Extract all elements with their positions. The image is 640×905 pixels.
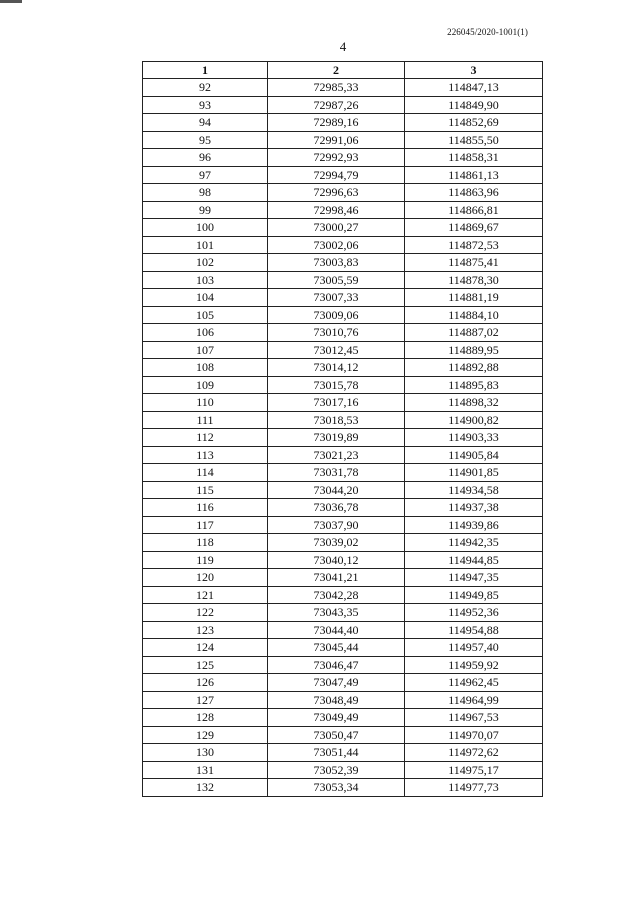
table-row: [143, 219, 543, 237]
table-row: [143, 604, 543, 622]
point-number-cell: 113: [143, 446, 268, 464]
x-coordinate-cell: 73012,45: [268, 341, 405, 359]
x-coordinate-cell: 73052,39: [268, 761, 405, 779]
table-row: [143, 306, 543, 324]
y-coordinate-cell: 114884,10: [405, 306, 543, 324]
point-number-cell: 101: [143, 236, 268, 254]
y-coordinate-cell: 114900,82: [405, 411, 543, 429]
table-row: [143, 586, 543, 604]
table-row: [143, 149, 543, 167]
x-coordinate-cell: 73041,21: [268, 569, 405, 587]
table-row: [143, 394, 543, 412]
table-row: [143, 551, 543, 569]
y-coordinate-cell: 114866,81: [405, 201, 543, 219]
y-coordinate-cell: 114939,86: [405, 516, 543, 534]
x-coordinate-cell: 73031,78: [268, 464, 405, 482]
x-coordinate-cell: 73018,53: [268, 411, 405, 429]
point-number-cell: 93: [143, 96, 268, 114]
x-coordinate-cell: 73005,59: [268, 271, 405, 289]
point-number-cell: 128: [143, 709, 268, 727]
y-coordinate-cell: 114934,58: [405, 481, 543, 499]
point-number-cell: 114: [143, 464, 268, 482]
x-coordinate-cell: 73036,78: [268, 499, 405, 517]
point-number-cell: 132: [143, 779, 268, 797]
table-row: [143, 569, 543, 587]
x-coordinate-cell: 73000,27: [268, 219, 405, 237]
x-coordinate-cell: 73014,12: [268, 359, 405, 377]
y-coordinate-cell: 114944,85: [405, 551, 543, 569]
point-number-cell: 94: [143, 114, 268, 132]
x-coordinate-cell: 72994,79: [268, 166, 405, 184]
point-number-cell: 125: [143, 656, 268, 674]
y-coordinate-cell: 114977,73: [405, 779, 543, 797]
table-row: [143, 184, 543, 202]
x-coordinate-cell: 73044,20: [268, 481, 405, 499]
table-row: [143, 96, 543, 114]
y-coordinate-cell: 114905,84: [405, 446, 543, 464]
table-header-row: [143, 62, 543, 79]
y-coordinate-cell: 114957,40: [405, 639, 543, 657]
x-coordinate-cell: 72998,46: [268, 201, 405, 219]
point-number-cell: 108: [143, 359, 268, 377]
point-number-cell: 92: [143, 79, 268, 97]
x-coordinate-cell: 73015,78: [268, 376, 405, 394]
y-coordinate-cell: 114937,38: [405, 499, 543, 517]
table-body: [143, 79, 543, 797]
table-row: [143, 726, 543, 744]
table-row: [143, 254, 543, 272]
y-coordinate-cell: 114901,85: [405, 464, 543, 482]
x-coordinate-cell: 72996,63: [268, 184, 405, 202]
table-row: [143, 691, 543, 709]
y-coordinate-cell: 114847,13: [405, 79, 543, 97]
point-number-cell: 106: [143, 324, 268, 342]
y-coordinate-cell: 114949,85: [405, 586, 543, 604]
point-number-cell: 120: [143, 569, 268, 587]
x-coordinate-cell: 73050,47: [268, 726, 405, 744]
x-coordinate-cell: 73043,35: [268, 604, 405, 622]
table-row: [143, 656, 543, 674]
y-coordinate-cell: 114863,96: [405, 184, 543, 202]
table-row: [143, 114, 543, 132]
x-coordinate-cell: 73047,49: [268, 674, 405, 692]
y-coordinate-cell: 114952,36: [405, 604, 543, 622]
y-coordinate-cell: 114861,13: [405, 166, 543, 184]
table-row: [143, 376, 543, 394]
x-coordinate-cell: 73048,49: [268, 691, 405, 709]
table-row: [143, 236, 543, 254]
point-number-cell: 129: [143, 726, 268, 744]
y-coordinate-cell: 114898,32: [405, 394, 543, 412]
x-coordinate-cell: 72992,93: [268, 149, 405, 167]
point-number-cell: 131: [143, 761, 268, 779]
point-number-cell: 99: [143, 201, 268, 219]
y-coordinate-cell: 114962,45: [405, 674, 543, 692]
x-coordinate-cell: 73039,02: [268, 534, 405, 552]
table-row: [143, 534, 543, 552]
y-coordinate-cell: 114855,50: [405, 131, 543, 149]
point-number-cell: 109: [143, 376, 268, 394]
point-number-cell: 95: [143, 131, 268, 149]
x-coordinate-cell: 73040,12: [268, 551, 405, 569]
x-coordinate-cell: 73044,40: [268, 621, 405, 639]
point-number-cell: 122: [143, 604, 268, 622]
x-coordinate-cell: 73042,28: [268, 586, 405, 604]
point-number-cell: 112: [143, 429, 268, 447]
x-coordinate-cell: 73019,89: [268, 429, 405, 447]
table-row: [143, 639, 543, 657]
point-number-cell: 98: [143, 184, 268, 202]
header-cell-1: 1: [143, 62, 268, 79]
table-row: [143, 201, 543, 219]
x-coordinate-cell: 73007,33: [268, 289, 405, 307]
header-cell-2: 2: [268, 62, 405, 79]
point-number-cell: 105: [143, 306, 268, 324]
y-coordinate-cell: 114892,88: [405, 359, 543, 377]
point-number-cell: 104: [143, 289, 268, 307]
table-row: [143, 516, 543, 534]
table-row: [143, 411, 543, 429]
point-number-cell: 121: [143, 586, 268, 604]
document-id: 226045/2020-1001(1): [447, 27, 528, 37]
x-coordinate-cell: 72989,16: [268, 114, 405, 132]
point-number-cell: 126: [143, 674, 268, 692]
y-coordinate-cell: 114959,92: [405, 656, 543, 674]
point-number-cell: 103: [143, 271, 268, 289]
y-coordinate-cell: 114887,02: [405, 324, 543, 342]
table-row: [143, 464, 543, 482]
y-coordinate-cell: 114858,31: [405, 149, 543, 167]
y-coordinate-cell: 114954,88: [405, 621, 543, 639]
table-row: [143, 761, 543, 779]
point-number-cell: 102: [143, 254, 268, 272]
x-coordinate-cell: 72987,26: [268, 96, 405, 114]
point-number-cell: 115: [143, 481, 268, 499]
y-coordinate-cell: 114875,41: [405, 254, 543, 272]
table-row: [143, 621, 543, 639]
point-number-cell: 116: [143, 499, 268, 517]
table-row: [143, 446, 543, 464]
header-cell-3: 3: [405, 62, 543, 79]
y-coordinate-cell: 114967,53: [405, 709, 543, 727]
y-coordinate-cell: 114975,17: [405, 761, 543, 779]
table-row: [143, 359, 543, 377]
x-coordinate-cell: 72991,06: [268, 131, 405, 149]
table-row: [143, 289, 543, 307]
y-coordinate-cell: 114972,62: [405, 744, 543, 762]
y-coordinate-cell: 114964,99: [405, 691, 543, 709]
point-number-cell: 123: [143, 621, 268, 639]
point-number-cell: 96: [143, 149, 268, 167]
y-coordinate-cell: 114849,90: [405, 96, 543, 114]
y-coordinate-cell: 114970,07: [405, 726, 543, 744]
x-coordinate-cell: 73002,06: [268, 236, 405, 254]
coordinates-table: [142, 61, 543, 797]
table-row: [143, 429, 543, 447]
x-coordinate-cell: 73010,76: [268, 324, 405, 342]
table-row: [143, 481, 543, 499]
table-row: [143, 341, 543, 359]
table-row: [143, 166, 543, 184]
y-coordinate-cell: 114852,69: [405, 114, 543, 132]
page-number: 4: [339, 39, 347, 54]
table-row: [143, 271, 543, 289]
x-coordinate-cell: 73037,90: [268, 516, 405, 534]
point-number-cell: 111: [143, 411, 268, 429]
point-number-cell: 100: [143, 219, 268, 237]
y-coordinate-cell: 114869,67: [405, 219, 543, 237]
x-coordinate-cell: 73017,16: [268, 394, 405, 412]
x-coordinate-cell: 73021,23: [268, 446, 405, 464]
table-row: [143, 674, 543, 692]
point-number-cell: 117: [143, 516, 268, 534]
point-number-cell: 119: [143, 551, 268, 569]
table-row: [143, 744, 543, 762]
y-coordinate-cell: 114889,95: [405, 341, 543, 359]
y-coordinate-cell: 114942,35: [405, 534, 543, 552]
point-number-cell: 127: [143, 691, 268, 709]
point-number-cell: 130: [143, 744, 268, 762]
point-number-cell: 97: [143, 166, 268, 184]
table-row: [143, 79, 543, 97]
x-coordinate-cell: 73009,06: [268, 306, 405, 324]
table-row: [143, 324, 543, 342]
y-coordinate-cell: 114903,33: [405, 429, 543, 447]
x-coordinate-cell: 72985,33: [268, 79, 405, 97]
y-coordinate-cell: 114895,83: [405, 376, 543, 394]
y-coordinate-cell: 114881,19: [405, 289, 543, 307]
x-coordinate-cell: 73053,34: [268, 779, 405, 797]
y-coordinate-cell: 114947,35: [405, 569, 543, 587]
table-row: [143, 499, 543, 517]
y-coordinate-cell: 114878,30: [405, 271, 543, 289]
point-number-cell: 118: [143, 534, 268, 552]
x-coordinate-cell: 73045,44: [268, 639, 405, 657]
y-coordinate-cell: 114872,53: [405, 236, 543, 254]
point-number-cell: 107: [143, 341, 268, 359]
point-number-cell: 110: [143, 394, 268, 412]
table-row: [143, 709, 543, 727]
x-coordinate-cell: 73051,44: [268, 744, 405, 762]
x-coordinate-cell: 73003,83: [268, 254, 405, 272]
table-row: [143, 131, 543, 149]
corner-scan-mark: [0, 0, 22, 3]
x-coordinate-cell: 73049,49: [268, 709, 405, 727]
x-coordinate-cell: 73046,47: [268, 656, 405, 674]
table-row: [143, 779, 543, 797]
point-number-cell: 124: [143, 639, 268, 657]
